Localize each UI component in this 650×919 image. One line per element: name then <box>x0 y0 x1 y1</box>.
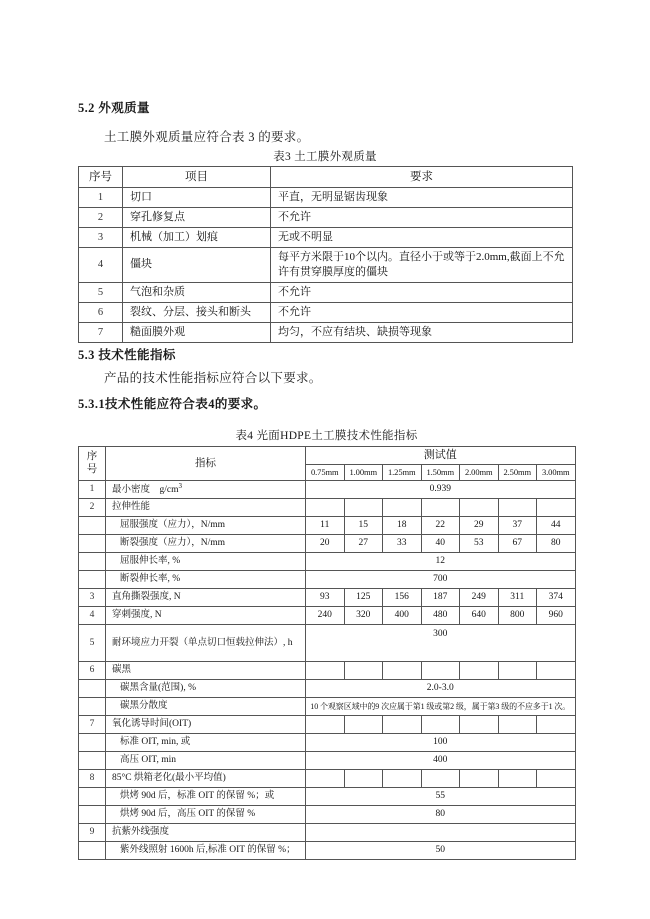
table4-empty-cell <box>460 716 499 734</box>
table-row <box>79 806 576 824</box>
table4-empty-cell <box>344 662 383 680</box>
table4-row-indicator-text: 最小密度 g/cm <box>112 485 179 496</box>
table4-empty-cell <box>421 770 460 788</box>
table-row <box>79 698 576 716</box>
table4-empty-cell <box>537 662 576 680</box>
table4-cell: 374 <box>537 589 576 607</box>
table4-row-indicator: 碳黑含量(范围), % <box>106 680 306 698</box>
table4-cell: 156 <box>383 589 422 607</box>
table4-thickness-col-3: 1.50mm <box>421 465 460 481</box>
table4-empty-cell <box>460 662 499 680</box>
table4-thickness-col-5: 2.50mm <box>498 465 537 481</box>
table4-row-value: 400 <box>306 752 576 770</box>
section-heading-5-3-1: 5.3.1技术性能应符合表4的要求。 <box>78 397 267 411</box>
paragraph-5-3: 产品的技术性能指标应符合以下要求。 <box>104 371 322 385</box>
table3-row-no: 6 <box>79 303 123 323</box>
table4-row-value: 50 <box>306 842 576 860</box>
table-row <box>79 716 576 734</box>
table4-thickness-col-6: 3.00mm <box>537 465 576 481</box>
table3-header-row <box>79 167 573 188</box>
table4-row-indicator: 抗紫外线强度 <box>106 824 306 842</box>
table4-cell: 20 <box>306 535 345 553</box>
table4-empty-cell <box>537 499 576 517</box>
table4-empty-cell <box>306 716 345 734</box>
table4-caption: 表4 光面HDPE土工膜技术性能指标 <box>235 430 418 442</box>
table4-row-no <box>79 553 106 571</box>
table4-row-no <box>79 535 106 553</box>
table4-empty-cell <box>383 499 422 517</box>
table-row <box>79 303 573 323</box>
table4-row-no: 2 <box>79 499 106 517</box>
table3-header-no: 序号 <box>79 167 123 188</box>
table-row <box>79 842 576 860</box>
table4-row-value: 2.0-3.0 <box>306 680 576 698</box>
table3-row-no: 7 <box>79 323 123 343</box>
table4-row-no <box>79 788 106 806</box>
table4-empty-cell <box>537 770 576 788</box>
paragraph-5-2: 土工膜外观质量应符合表 3 的要求。 <box>104 130 310 144</box>
table-row <box>79 323 573 343</box>
table-row <box>79 788 576 806</box>
table-row <box>79 662 576 680</box>
table-row <box>79 481 576 499</box>
table3-row-req: 每平方米限于10个以内。直径小于或等于2.0mm,截面上不允许有贯穿膜厚度的僵块 <box>271 248 573 283</box>
table4-header-no <box>79 447 106 481</box>
table4-cell: 400 <box>383 607 422 625</box>
table4-cell: 27 <box>344 535 383 553</box>
table3-row-req: 不允许 <box>271 303 573 323</box>
table4-empty-cell <box>344 770 383 788</box>
table4-row-indicator: 标准 OIT, min, 或 <box>106 734 306 752</box>
table4-empty-cell <box>344 499 383 517</box>
table4-row-value: 0.939 <box>306 481 576 499</box>
table4-row-indicator: 烘烤 90d 后，高压 OIT 的保留 % <box>106 806 306 824</box>
table4-row-value: 700 <box>306 571 576 589</box>
table4-cell: 640 <box>460 607 499 625</box>
table4-empty-cell <box>537 716 576 734</box>
table4-cell: 960 <box>537 607 576 625</box>
table4-empty-cell <box>383 770 422 788</box>
table4-empty-cell <box>383 662 422 680</box>
table4-cell: 44 <box>537 517 576 535</box>
table4-empty-cell <box>498 499 537 517</box>
table4-empty-cell <box>421 662 460 680</box>
table-row <box>79 824 576 842</box>
table-row <box>79 283 573 303</box>
table4-empty-cell <box>421 716 460 734</box>
table-row <box>79 228 573 248</box>
table3-row-no: 1 <box>79 188 123 208</box>
table-row <box>79 188 573 208</box>
table4-cell: 15 <box>344 517 383 535</box>
table3-row-item: 机械（加工）划痕 <box>123 228 271 248</box>
table3-row-req: 均匀，不应有结块、缺损等现象 <box>271 323 573 343</box>
table4-row-no <box>79 571 106 589</box>
table4-empty-cell <box>306 824 576 842</box>
table-technical-performance <box>78 446 576 860</box>
table4-row-no <box>79 842 106 860</box>
unit-superscript: 3 <box>178 481 182 490</box>
table4-thickness-col-2: 1.25mm <box>383 465 422 481</box>
table3-caption: 表3 土工膜外观质量 <box>273 151 377 163</box>
table4-row-indicator: 穿刺强度, N <box>106 607 306 625</box>
table4-row-indicator: 拉伸性能 <box>106 499 306 517</box>
table4-header-indicator: 指标 <box>106 447 306 481</box>
table4-cell: 125 <box>344 589 383 607</box>
table4-thickness-col-0: 0.75mm <box>306 465 345 481</box>
table4-row-indicator: 屈服强度（应力），N/mm <box>106 517 306 535</box>
table-row <box>79 571 576 589</box>
table4-cell: 800 <box>498 607 537 625</box>
table4-row-value: 300 <box>306 625 576 662</box>
table4-cell: 18 <box>383 517 422 535</box>
table-row <box>79 607 576 625</box>
table4-row-indicator: 紫外线照射 1600h 后,标准 OIT 的保留 %； <box>106 842 306 860</box>
table3-row-item: 糙面膜外观 <box>123 323 271 343</box>
table4-row-value: 12 <box>306 553 576 571</box>
table4-row-no <box>79 517 106 535</box>
table4-cell: 29 <box>460 517 499 535</box>
table4-thickness-col-4: 2.00mm <box>460 465 499 481</box>
table4-header-row-1 <box>79 447 576 465</box>
table3-row-item: 僵块 <box>123 248 271 283</box>
table4-cell: 11 <box>306 517 345 535</box>
table3-header-item: 项目 <box>123 167 271 188</box>
table4-cell: 93 <box>306 589 345 607</box>
table3-header-req: 要求 <box>271 167 573 188</box>
table-row <box>79 499 576 517</box>
table4-row-value: 80 <box>306 806 576 824</box>
table4-row-no: 6 <box>79 662 106 680</box>
table4-row-no <box>79 680 106 698</box>
table4-row-no <box>79 698 106 716</box>
table4-row-indicator: 85°C 烘箱老化(最小平均值) <box>106 770 306 788</box>
table4-row-indicator: 屈服伸长率, % <box>106 553 306 571</box>
table4-cell: 187 <box>421 589 460 607</box>
table-row <box>79 535 576 553</box>
table4-row-no <box>79 734 106 752</box>
table4-row-indicator: 断裂强度（应力），N/mm <box>106 535 306 553</box>
table4-header-no-line2: 号 <box>86 463 98 475</box>
table4-row-no: 1 <box>79 481 106 499</box>
table4-cell: 67 <box>498 535 537 553</box>
table4-row-indicator: 断裂伸长率, % <box>106 571 306 589</box>
table-appearance-quality <box>78 166 573 343</box>
table4-cell: 33 <box>383 535 422 553</box>
table-row <box>79 208 573 228</box>
table3-row-req: 不允许 <box>271 283 573 303</box>
table4-cell: 22 <box>421 517 460 535</box>
table-row <box>79 589 576 607</box>
table3-row-req: 不允许 <box>271 208 573 228</box>
table4-cell: 320 <box>344 607 383 625</box>
table3-row-no: 4 <box>79 248 123 283</box>
table4-row-no: 9 <box>79 824 106 842</box>
table4-row-no: 3 <box>79 589 106 607</box>
table4-cell: 40 <box>421 535 460 553</box>
table4-empty-cell <box>460 770 499 788</box>
table4-row-value: 100 <box>306 734 576 752</box>
table3-row-item: 裂纹、分层、接头和断头 <box>123 303 271 323</box>
table4-row-indicator: 直角撕裂强度, N <box>106 589 306 607</box>
table-row <box>79 553 576 571</box>
table4-row-indicator: 碳黑分散度 <box>106 698 306 716</box>
table4-empty-cell <box>306 770 345 788</box>
table4-row-no: 7 <box>79 716 106 734</box>
table4-row-no <box>79 752 106 770</box>
table4-cell: 480 <box>421 607 460 625</box>
table-row <box>79 517 576 535</box>
table4-header-test-value: 测试值 <box>306 447 576 465</box>
table4-empty-cell <box>383 716 422 734</box>
table4-cell: 37 <box>498 517 537 535</box>
table4-row-indicator: 碳黑 <box>106 662 306 680</box>
table4-empty-cell <box>498 662 537 680</box>
section-heading-5-3: 5.3 技术性能指标 <box>78 348 176 362</box>
table-row <box>79 752 576 770</box>
table4-empty-cell <box>421 499 460 517</box>
table3-row-item: 气泡和杂质 <box>123 283 271 303</box>
table3-row-no: 2 <box>79 208 123 228</box>
table4-thickness-col-1: 1.00mm <box>344 465 383 481</box>
table3-row-no: 5 <box>79 283 123 303</box>
table4-cell: 53 <box>460 535 499 553</box>
table4-row-indicator: 氧化诱导时间(OIT) <box>106 716 306 734</box>
table4-row-no <box>79 806 106 824</box>
table3-row-item: 穿孔修复点 <box>123 208 271 228</box>
table4-header-no-line1: 序 <box>86 451 98 463</box>
table4-empty-cell <box>306 499 345 517</box>
table3-row-item: 切口 <box>123 188 271 208</box>
table4-row-indicator <box>106 481 306 499</box>
table4-row-indicator: 烘烤 90d 后，标准 OIT 的保留 %；或 <box>106 788 306 806</box>
table4-row-no: 5 <box>79 625 106 662</box>
table4-cell: 80 <box>537 535 576 553</box>
table4-cell: 249 <box>460 589 499 607</box>
section-heading-5-2: 5.2 外观质量 <box>78 101 150 115</box>
table4-row-indicator: 耐环境应力开裂（单点切口恒载拉伸法）, h <box>106 625 306 662</box>
table4-empty-cell <box>498 716 537 734</box>
table4-row-value: 10 个观察区域中的9 次应属于第1 级或第2 级，属于第3 级的不应多于1 次。 <box>306 698 576 716</box>
table4-empty-cell <box>498 770 537 788</box>
table4-empty-cell <box>344 716 383 734</box>
table-row <box>79 680 576 698</box>
table3-row-req: 平直，无明显锯齿现象 <box>271 188 573 208</box>
table4-empty-cell <box>460 499 499 517</box>
table4-row-no: 4 <box>79 607 106 625</box>
table4-row-no: 8 <box>79 770 106 788</box>
table-row <box>79 248 573 283</box>
table4-row-value: 55 <box>306 788 576 806</box>
table4-row-indicator: 高压 OIT, min <box>106 752 306 770</box>
table-row <box>79 625 576 662</box>
table3-row-no: 3 <box>79 228 123 248</box>
table4-cell: 311 <box>498 589 537 607</box>
table-row <box>79 770 576 788</box>
table4-empty-cell <box>306 662 345 680</box>
table4-cell: 240 <box>306 607 345 625</box>
table3-row-req: 无或不明显 <box>271 228 573 248</box>
table-row <box>79 734 576 752</box>
